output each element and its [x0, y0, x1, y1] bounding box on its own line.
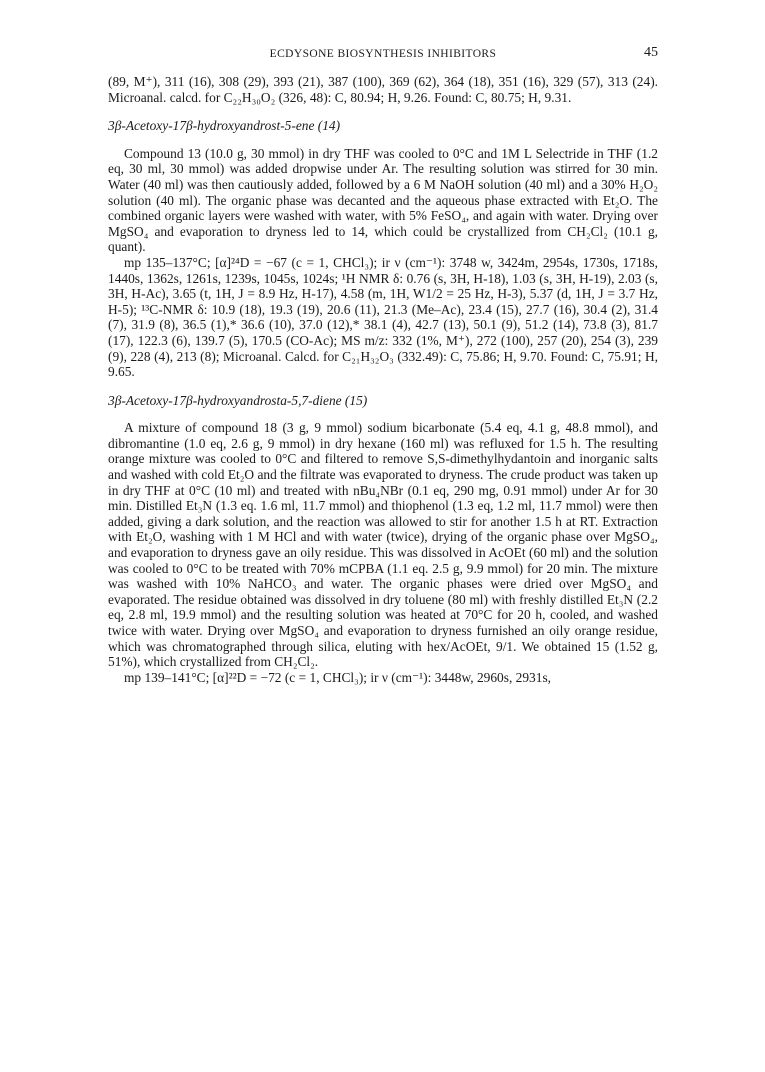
procedure-paragraph-compound-15: A mixture of compound 18 (3 g, 9 mmol) sodium bicarbonate (5.4 eq, 4.1 g, 48.8 mmol), and dibromantine (1.0 eq, 2.6 g, 9 mmol) in dry hexane (160 ml) was refluxed for 1.5 h. The resulting orange mixture was cooled to 0°C and filtered to remove S,S-dimethylhydantoin and inorganic salts and washed with cold Et₂O and the filtrate was evaporated to dryness. The crude product was taken up in dry THF at 0°C (10 ml) and treated with nBu₄NBr (0.1 eq, 290 mg, 0.91 mmol) under Ar for 30 min. Distilled Et₃N (1.3 eq. 1.6 ml, 11.7 mmol) and thiophenol (1.3 eq, 1.2 ml, 11.7 mmol) were then added, giving a dark solution, and the reaction was allowed to stir for another 1.5 h at RT. Extraction with Et₂O, washing with 1 M HCl and with water (twice), drying of the organic phase over MgSO₄, and evaporation to dryness gave an oily residue. This was dissolved in AcOEt (60 ml) and the solution was cooled to 0°C to be treated with 70% mCPBA (1.1 eq. 2.5 g, 9.9 mmol) for 20 min. The mixture was washed with 10% NaHCO₃ and water. The organic phases were dried over MgSO₄ and evaporated. The residue obtained was dissolved in dry toluene (80 ml) with freshly distilled Et₃N (2.2 eq, 2.8 ml, 19.9 mmol) and the resulting solution was heated at 70°C for 20 h, cooled, and washed twice with water. Drying over MgSO₄ and evaporation to dryness furnished an oily orange residue, which was chromatographed through silica, eluting with hex/AcOEt, 9/1. We obtained 15 (1.52 g, 51%), which crystallized from CH₂Cl₂.	[108, 420, 658, 670]
section-title-compound-14: 3β-Acetoxy-17β-hydroxyandrost-5-ene (14)	[108, 118, 341, 134]
characterization-paragraph-compound-15: mp 139–141°C; [α]²²D = −72 (c = 1, CHCl₃); ir ν (cm⁻¹): 3448w, 2960s, 2931s,	[124, 669, 552, 685]
running-title: ECDYSONE BIOSYNTHESIS INHIBITORS	[269, 48, 497, 60]
page-header	[108, 44, 658, 66]
continuation-paragraph: (89, M⁺), 311 (16), 308 (29), 393 (21), 387 (100), 369 (62), 364 (18), 351 (16), 329 (57), 313 (24). Microanal. calcd. for C₂₂H₃₀O₂ (326, 48): C, 80.94; H, 9.26. Found: C, 80.75; H, 9.31.	[108, 74, 658, 105]
section-title-compound-15: 3β-Acetoxy-17β-hydroxyandrosta-5,7-diene (15)	[108, 392, 368, 408]
journal-page	[108, 44, 658, 685]
page-number: 45	[644, 45, 658, 60]
procedure-paragraph-compound-14: Compound 13 (10.0 g, 30 mmol) in dry THF was cooled to 0°C and 1M L Selectride in THF (1.2 eq, 30 ml, 30 mmol) was added dropwise under Ar. The resulting solution was stirred for 30 min. Water (40 ml) was then cautiously added, followed by a 6 M NaOH solution (40 ml) and a 30% H₂O₂ solution (40 ml). The organic phase was decanted and the aqueous phase extracted with Et₂O. The combined organic layers were washed with water, with 5% FeSO₄, and again with water. Drying over MgSO₄ and evaporation to dryness led to 14, which could be crystallized from CH₂Cl₂ (10.1 g, quant).	[108, 145, 658, 255]
characterization-paragraph-compound-14: mp 135–137°C; [α]²⁴D = −67 (c = 1, CHCl₃); ir ν (cm⁻¹): 3748 w, 3424m, 2954s, 1730s, 1718s, 1440s, 1362s, 1261s, 1239s, 1045s, 1024s; ¹H NMR δ: 0.76 (s, 3H, H-18), 1.03 (s, 3H, H-19), 2.03 (s, 3H, H-Ac), 3.65 (t, 1H, J = 8.9 Hz, H-17), 4.58 (m, 1H, W1/2 = 25 Hz, H-3), 5.37 (d, 1H, J = 3.7 Hz, H-5); ¹³C-NMR δ: 10.9 (18), 19.3 (19), 20.6 (11), 21.3 (Me–Ac), 23.4 (15), 27.7 (16), 30.4 (2), 31.4 (7), 31.9 (8), 36.5 (1),* 36.6 (10), 37.0 (12),* 38.1 (4), 42.7 (13), 50.1 (9), 51.2 (14), 73.8 (3), 81.7 (17), 122.3 (6), 139.7 (5), 170.5 (CO-Ac); MS m/z: 332 (1%, M⁺), 272 (100), 257 (20), 254 (3), 239 (9), 228 (4), 213 (8); Microanal. Calcd. for C₂₁H₃₂O₃ (332.49): C, 75.86; H, 9.70. Found: C, 75.91; H, 9.65.	[108, 254, 658, 380]
